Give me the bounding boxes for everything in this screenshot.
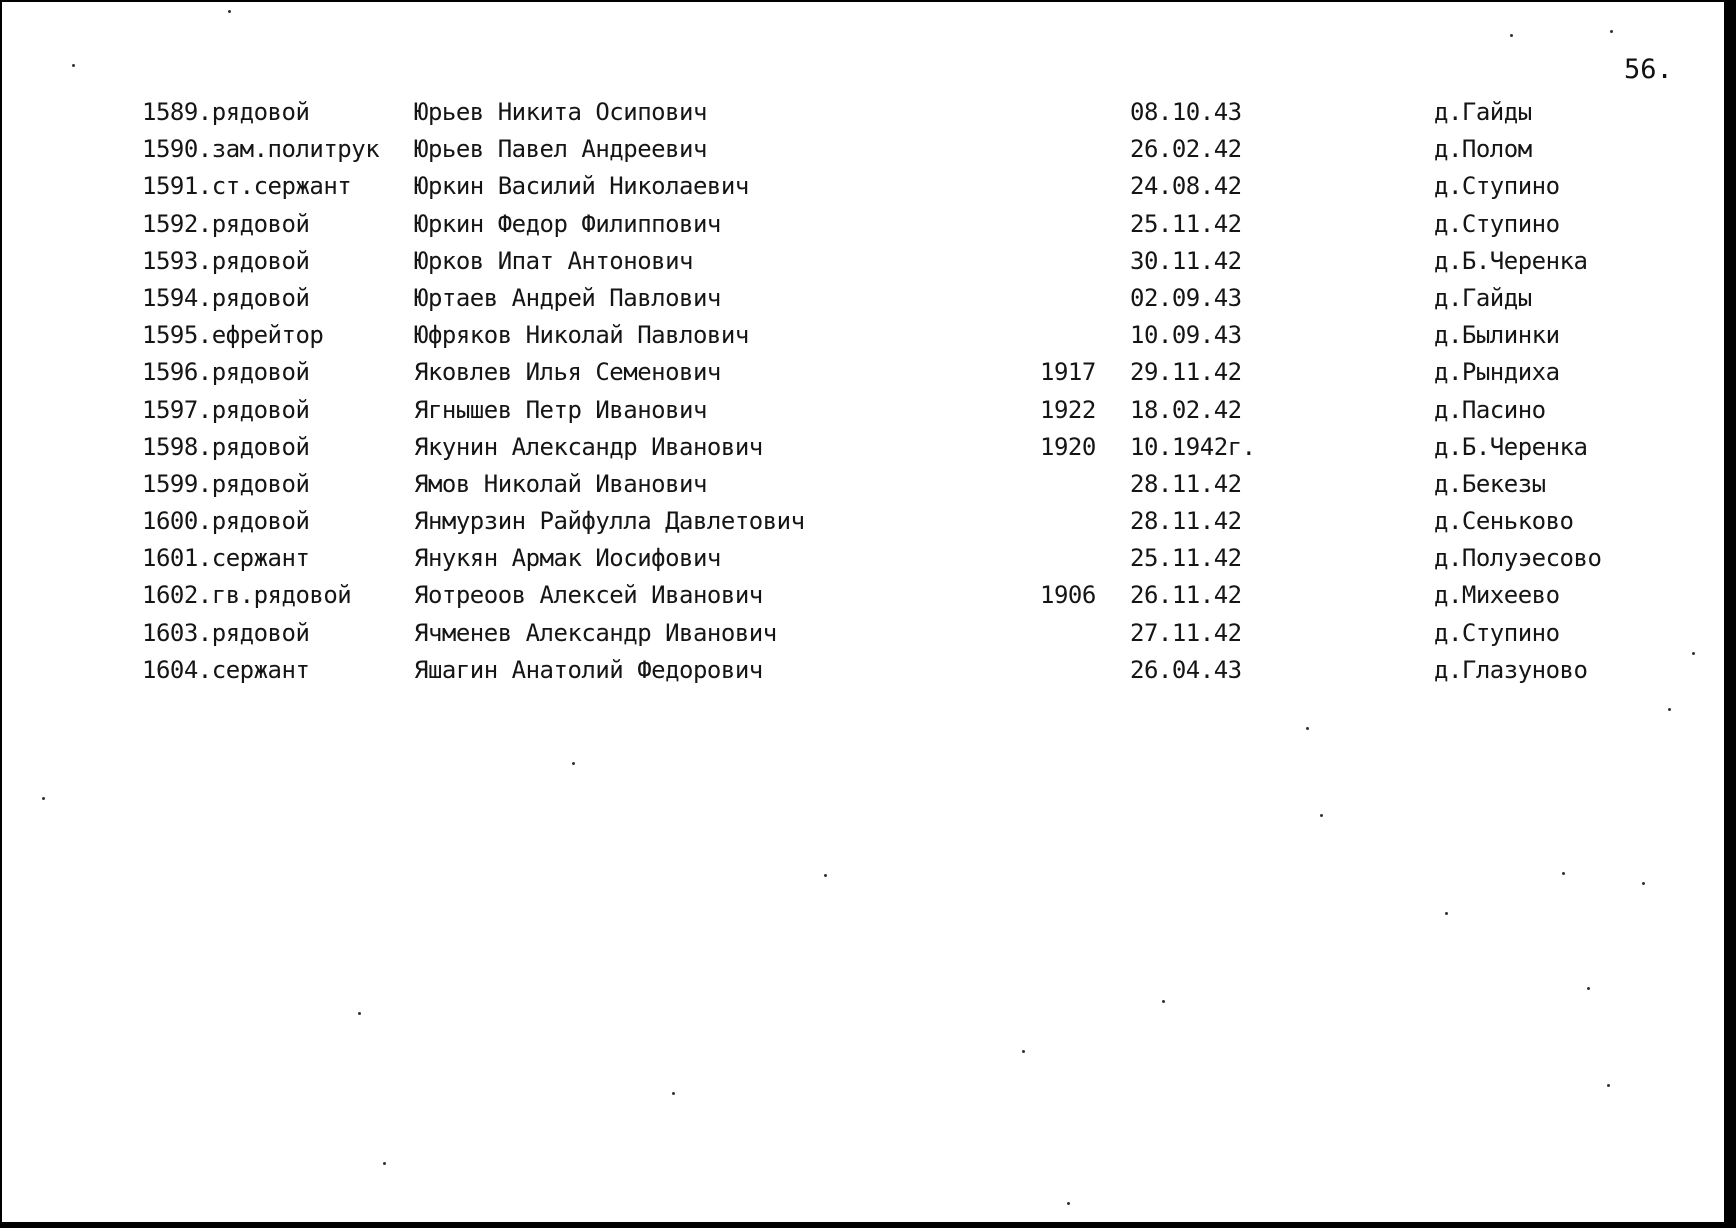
list-row bbox=[2, 654, 1724, 691]
burial-place: д.Михеево bbox=[1434, 581, 1560, 610]
birth-year: 1917 bbox=[1040, 358, 1096, 387]
burial-place: д.Былинки bbox=[1434, 321, 1560, 350]
date-of-death: 25.11.42 bbox=[1130, 209, 1242, 238]
list-row bbox=[2, 356, 1724, 393]
record-number-and-rank bbox=[142, 581, 402, 609]
record-number-and-rank bbox=[142, 470, 402, 498]
list-row bbox=[2, 505, 1724, 542]
record-number: 1590. bbox=[142, 135, 212, 164]
scan-speck bbox=[1162, 1000, 1165, 1003]
burial-place: д.Рындиха bbox=[1434, 358, 1560, 387]
burial-place: д.Сеньково bbox=[1434, 507, 1574, 536]
birth-year: 1906 bbox=[1040, 581, 1096, 610]
full-name: Ягнышев Петр Иванович bbox=[414, 395, 707, 424]
scan-speck bbox=[1668, 708, 1671, 711]
burial-place: д.Полом bbox=[1434, 135, 1532, 164]
full-name: Ячменев Александр Иванович bbox=[414, 618, 777, 647]
rank: рядовой bbox=[211, 507, 310, 536]
full-name: Янмурзин Райфулла Давлетович bbox=[414, 507, 805, 536]
scan-speck bbox=[42, 797, 45, 800]
record-number: 1602. bbox=[142, 581, 212, 610]
record-number: 1597. bbox=[142, 395, 212, 424]
burial-place: д.Гайды bbox=[1434, 283, 1532, 312]
date-of-death: 10.1942г. bbox=[1130, 432, 1256, 461]
record-number-and-rank bbox=[142, 321, 402, 349]
rank: рядовой bbox=[211, 395, 310, 424]
record-number: 1604. bbox=[142, 655, 212, 684]
full-name: Ямов Николай Иванович bbox=[414, 469, 707, 498]
scan-speck bbox=[824, 874, 827, 877]
burial-place: д.Полуэесово bbox=[1434, 544, 1602, 573]
record-number-and-rank bbox=[142, 507, 402, 535]
document-page bbox=[2, 2, 1724, 1222]
date-of-death: 24.08.42 bbox=[1130, 172, 1242, 201]
full-name: Юрьев Никита Осипович bbox=[414, 98, 707, 126]
record-number: 1603. bbox=[142, 618, 212, 647]
record-number: 1598. bbox=[142, 432, 212, 461]
list-row bbox=[2, 542, 1724, 579]
scan-speck bbox=[1587, 987, 1590, 990]
burial-place: д.Бекезы bbox=[1434, 469, 1546, 498]
scan-speck bbox=[1067, 1202, 1070, 1205]
record-number-and-rank bbox=[142, 433, 402, 461]
scan-speck bbox=[672, 1092, 675, 1095]
full-name: Юфряков Николай Павлович bbox=[414, 321, 749, 350]
list-row bbox=[2, 579, 1724, 616]
scan-speck bbox=[1607, 1084, 1610, 1087]
rank: рядовой bbox=[211, 283, 310, 312]
record-number-and-rank bbox=[142, 172, 402, 200]
date-of-death: 27.11.42 bbox=[1130, 618, 1242, 647]
burial-place: д.Гайды bbox=[1434, 98, 1532, 126]
burial-place: д.Глазуново bbox=[1434, 655, 1588, 684]
record-number-and-rank bbox=[142, 544, 402, 572]
date-of-death: 02.09.43 bbox=[1130, 283, 1242, 312]
date-of-death: 26.04.43 bbox=[1130, 655, 1242, 684]
record-number: 1589. bbox=[142, 98, 212, 126]
birth-year: 1920 bbox=[1040, 432, 1096, 461]
rank: сержант bbox=[211, 655, 310, 684]
scan-speck bbox=[383, 1162, 386, 1165]
scan-speck bbox=[1692, 652, 1695, 655]
burial-place: д.Пасино bbox=[1434, 395, 1546, 424]
rank: зам.политрук bbox=[211, 135, 380, 164]
rank: рядовой bbox=[211, 469, 310, 498]
date-of-death: 08.10.43 bbox=[1130, 98, 1242, 126]
scan-speck bbox=[1642, 882, 1645, 885]
rank: рядовой bbox=[211, 618, 310, 647]
record-number-and-rank bbox=[142, 284, 402, 312]
scan-speck bbox=[1562, 872, 1565, 875]
full-name: Юртаев Андрей Павлович bbox=[414, 283, 721, 312]
scan-speck bbox=[228, 10, 231, 13]
rank: рядовой bbox=[211, 98, 310, 126]
rank: гв.рядовой bbox=[211, 581, 352, 610]
rank: сержант bbox=[211, 544, 310, 573]
date-of-death: 29.11.42 bbox=[1130, 358, 1242, 387]
list-row bbox=[2, 96, 1724, 133]
full-name: Юрьев Павел Андреевич bbox=[414, 135, 707, 164]
record-number-and-rank bbox=[142, 619, 402, 647]
scan-speck bbox=[358, 1012, 361, 1015]
rank: рядовой bbox=[211, 246, 310, 275]
date-of-death: 26.02.42 bbox=[1130, 135, 1242, 164]
full-name: Янукян Армак Иосифович bbox=[414, 544, 721, 573]
list-row bbox=[2, 245, 1724, 282]
record-number-and-rank bbox=[142, 135, 402, 163]
record-number: 1592. bbox=[142, 209, 212, 238]
list-row bbox=[2, 208, 1724, 245]
scan-speck bbox=[1306, 727, 1309, 730]
list-row bbox=[2, 617, 1724, 654]
full-name: Юркин Федор Филиппович bbox=[414, 209, 721, 238]
list-row bbox=[2, 282, 1724, 319]
scan-speck bbox=[1510, 34, 1513, 37]
record-number: 1599. bbox=[142, 469, 212, 498]
rank: ст.сержант bbox=[211, 172, 352, 201]
scan-speck bbox=[1445, 912, 1448, 915]
record-number: 1594. bbox=[142, 283, 212, 312]
full-name: Яковлев Илья Семенович bbox=[414, 358, 721, 387]
casualty-list bbox=[2, 96, 1724, 691]
record-number: 1593. bbox=[142, 246, 212, 275]
list-row bbox=[2, 319, 1724, 356]
scan-speck bbox=[1320, 814, 1323, 817]
full-name: Юркин Василий Николаевич bbox=[414, 172, 749, 201]
full-name: Яотреоов Алексей Иванович bbox=[414, 581, 763, 610]
date-of-death: 25.11.42 bbox=[1130, 544, 1242, 573]
record-number-and-rank bbox=[142, 358, 402, 386]
scan-speck bbox=[1022, 1050, 1025, 1053]
record-number: 1600. bbox=[142, 507, 212, 536]
record-number: 1601. bbox=[142, 544, 212, 573]
burial-place: д.Ступино bbox=[1434, 209, 1560, 238]
date-of-death: 28.11.42 bbox=[1130, 469, 1242, 498]
date-of-death: 18.02.42 bbox=[1130, 395, 1242, 424]
list-row bbox=[2, 394, 1724, 431]
burial-place: д.Ступино bbox=[1434, 172, 1560, 201]
date-of-death: 28.11.42 bbox=[1130, 507, 1242, 536]
list-row bbox=[2, 170, 1724, 207]
date-of-death: 30.11.42 bbox=[1130, 246, 1242, 275]
record-number: 1596. bbox=[142, 358, 212, 387]
page-number: 56. bbox=[1624, 54, 1673, 85]
record-number-and-rank bbox=[142, 656, 402, 684]
birth-year: 1922 bbox=[1040, 395, 1096, 424]
list-row bbox=[2, 431, 1724, 468]
record-number-and-rank bbox=[142, 247, 402, 275]
scan-speck bbox=[1610, 30, 1613, 33]
record-number-and-rank bbox=[142, 396, 402, 424]
record-number: 1595. bbox=[142, 321, 212, 350]
rank: рядовой bbox=[211, 432, 310, 461]
date-of-death: 26.11.42 bbox=[1130, 581, 1242, 610]
record-number-and-rank bbox=[142, 210, 402, 238]
list-row bbox=[2, 133, 1724, 170]
burial-place: д.Б.Черенка bbox=[1434, 432, 1588, 461]
record-number-and-rank bbox=[142, 98, 402, 126]
record-number: 1591. bbox=[142, 172, 212, 201]
date-of-death: 10.09.43 bbox=[1130, 321, 1242, 350]
burial-place: д.Ступино bbox=[1434, 618, 1560, 647]
burial-place: д.Б.Черенка bbox=[1434, 246, 1588, 275]
scan-speck bbox=[72, 64, 75, 67]
list-row bbox=[2, 468, 1724, 505]
scan-speck bbox=[572, 762, 575, 765]
rank: рядовой bbox=[211, 358, 310, 387]
full-name: Якунин Александр Иванович bbox=[414, 432, 763, 461]
rank: ефрейтор bbox=[211, 321, 324, 350]
full-name: Яшагин Анатолий Федорович bbox=[414, 655, 763, 684]
full-name: Юрков Ипат Антонович bbox=[414, 246, 693, 275]
rank: рядовой bbox=[211, 209, 310, 238]
